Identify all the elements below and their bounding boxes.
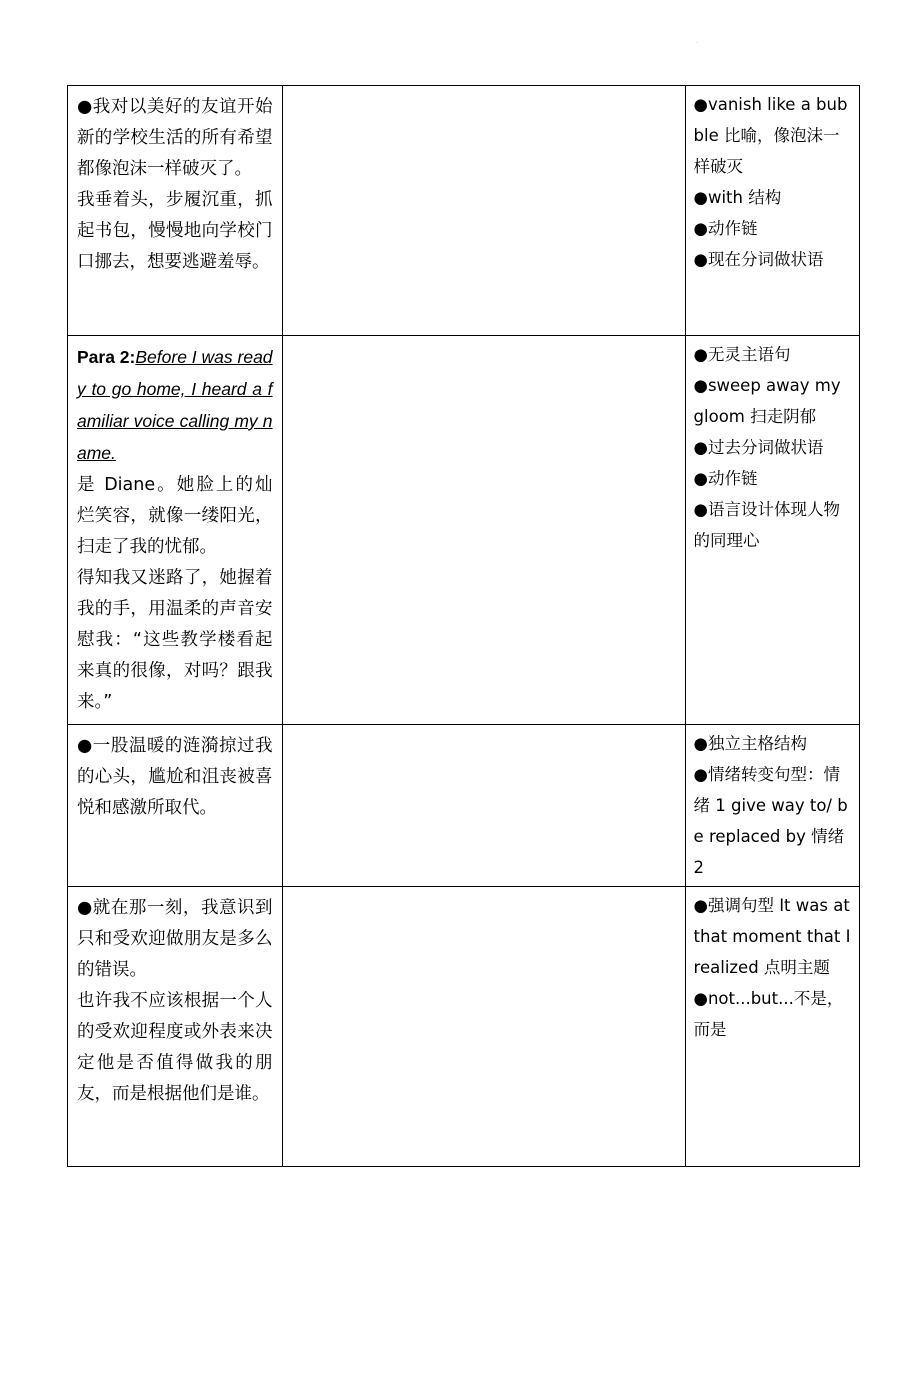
note-item: ●强调句型 It was at that moment that I realized 点明主题 — [693, 896, 851, 977]
note-item: ●not...but...不是，而是 — [693, 989, 844, 1039]
translation-blank-cell[interactable] — [282, 725, 685, 887]
source-sentence: 也许我不应该根据一个人的受欢迎程度或外表来决定他是否值得做我的朋友，而是根据他们是谁。 — [77, 991, 273, 1104]
note-item: ●情绪转变句型：情绪 1 give way to/ be replaced by 情绪 2 — [693, 765, 848, 877]
translation-blank-cell[interactable] — [282, 86, 685, 336]
translation-blank-cell[interactable] — [282, 336, 685, 725]
note-item: ●语言设计体现人物的同理心 — [693, 500, 840, 550]
page-mark: · — [696, 40, 698, 46]
notes-cell — [685, 887, 859, 1167]
source-text-cell — [68, 887, 283, 1167]
note-item: ●with 结构 — [693, 188, 782, 207]
table-row — [68, 725, 860, 887]
source-sentence: ●我对以美好的友谊开始新的学校生活的所有希望都像泡沫一样破灭了。 — [77, 97, 273, 179]
note-item: ●现在分词做状语 — [693, 250, 824, 269]
note-item: ●独立主格结构 — [693, 734, 807, 753]
note-item: ●vanish like a bubble 比喻，像泡沫一样破灭 — [693, 95, 848, 176]
translation-blank-cell[interactable] — [282, 887, 685, 1167]
table-row — [68, 86, 860, 336]
source-text-cell — [68, 336, 283, 725]
source-sentence: ●就在那一刻，我意识到只和受欢迎做朋友是多么的错误。 — [77, 898, 273, 980]
note-item: ●无灵主语句 — [693, 345, 791, 364]
notes-cell — [685, 725, 859, 887]
notes-table — [67, 85, 860, 1167]
source-text-cell — [68, 86, 283, 336]
paragraph-opening — [77, 342, 273, 470]
note-item: ●过去分词做状语 — [693, 438, 824, 457]
source-sentence: 得知我又迷路了，她握着我的手，用温柔的声音安慰我：“这些教学楼看起来真的很像，对吗？跟我来。” — [77, 568, 273, 712]
para-label: Para 2: — [77, 347, 136, 367]
notes-cell — [685, 86, 859, 336]
source-sentence: ●一股温暖的涟漪掠过我的心头，尴尬和沮丧被喜悦和感激所取代。 — [77, 736, 273, 818]
source-text-cell — [68, 725, 283, 887]
table-row — [68, 336, 860, 725]
para-opening-sentence: Before I was ready to go home, I heard a familiar voice calling my name. — [77, 347, 273, 463]
note-item: ●动作链 — [693, 469, 758, 488]
note-item: ●sweep away my gloom 扫走阴郁 — [693, 376, 841, 426]
source-sentence: 我垂着头，步履沉重，抓起书包，慢慢地向学校门口挪去，想要逃避羞辱。 — [77, 190, 273, 272]
source-sentence: 是 Diane。她脸上的灿烂笑容，就像一缕阳光，扫走了我的忧郁。 — [77, 475, 273, 557]
note-item: ●动作链 — [693, 219, 758, 238]
notes-cell — [685, 336, 859, 725]
table-row — [68, 887, 860, 1167]
